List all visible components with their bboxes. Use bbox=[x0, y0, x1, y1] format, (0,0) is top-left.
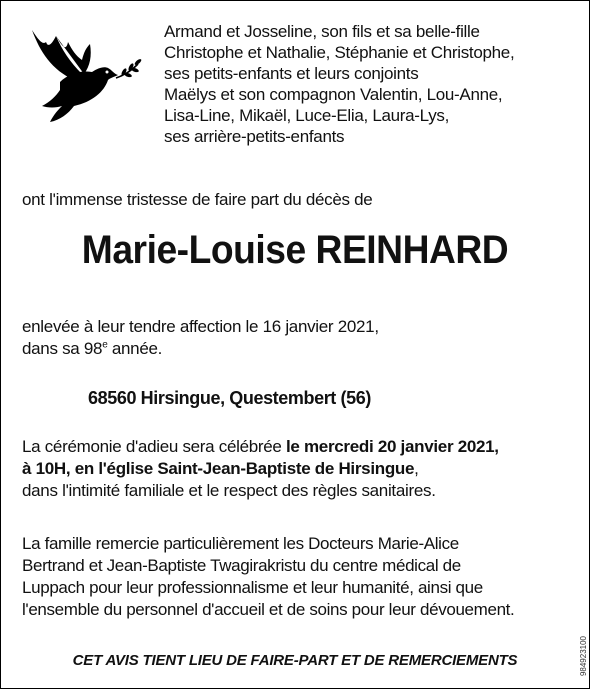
ceremony-line bbox=[22, 458, 499, 480]
family-line: Armand et Josseline, son fils et sa belle-fille bbox=[164, 22, 480, 41]
family-line: Maëlys et son compagnon Valentin, Lou-Anne, bbox=[164, 85, 503, 104]
ceremony-details bbox=[22, 436, 499, 502]
death-line: enlevée à leur tendre affection le 16 janvier 2021, bbox=[22, 317, 379, 336]
ceremony-line bbox=[22, 436, 499, 458]
deceased-name: Marie-Louise REINHARD bbox=[81, 228, 509, 272]
family-line: ses arrière-petits-enfants bbox=[164, 127, 345, 146]
ceremony-text: La cérémonie d'adieu sera célébrée bbox=[22, 437, 286, 456]
intro-text: ont l'immense tristesse de faire part du décès de bbox=[22, 190, 373, 209]
family-list bbox=[164, 21, 584, 147]
dove-icon bbox=[22, 22, 142, 127]
footer-notice: CET AVIS TIENT LIEU DE FAIRE-PART ET DE REMERCIEMENTS bbox=[72, 652, 518, 669]
family-line: ses petits-enfants et leurs conjoints bbox=[164, 64, 419, 83]
ceremony-date: le mercredi 20 janvier 2021, bbox=[285, 437, 499, 456]
ceremony-location: à 10H, en l'église Saint-Jean-Baptiste de Hirsingue bbox=[22, 459, 415, 478]
thanks-paragraph bbox=[22, 533, 514, 621]
death-details bbox=[22, 316, 379, 360]
family-line: Christophe et Nathalie, Stéphanie et Christophe, bbox=[164, 43, 515, 62]
reference-number: 984923100 bbox=[579, 636, 588, 677]
ceremony-line: dans l'intimité familiale et le respect des règles sanitaires. bbox=[22, 481, 436, 500]
thanks-line: Bertrand et Jean-Baptiste Twagirakristu du centre médical de bbox=[22, 556, 461, 575]
ceremony-punct: , bbox=[414, 459, 419, 478]
place-line: 68560 Hirsingue, Questembert (56) bbox=[88, 388, 371, 408]
age-superscript: e bbox=[102, 339, 108, 351]
family-line: Lisa-Line, Mikaël, Luce-Elia, Laura-Lys, bbox=[164, 106, 450, 125]
thanks-line: La famille remercie particulièrement les Docteurs Marie-Alice bbox=[22, 534, 459, 553]
age-line bbox=[22, 338, 379, 360]
thanks-line: Luppach pour leur professionnalisme et leur humanité, ainsi que bbox=[22, 578, 483, 597]
age-text: dans sa 98 bbox=[22, 339, 103, 358]
age-suffix: année. bbox=[107, 339, 163, 358]
thanks-line: l'ensemble du personnel d'accueil et de soins pour leur dévouement. bbox=[22, 600, 515, 619]
